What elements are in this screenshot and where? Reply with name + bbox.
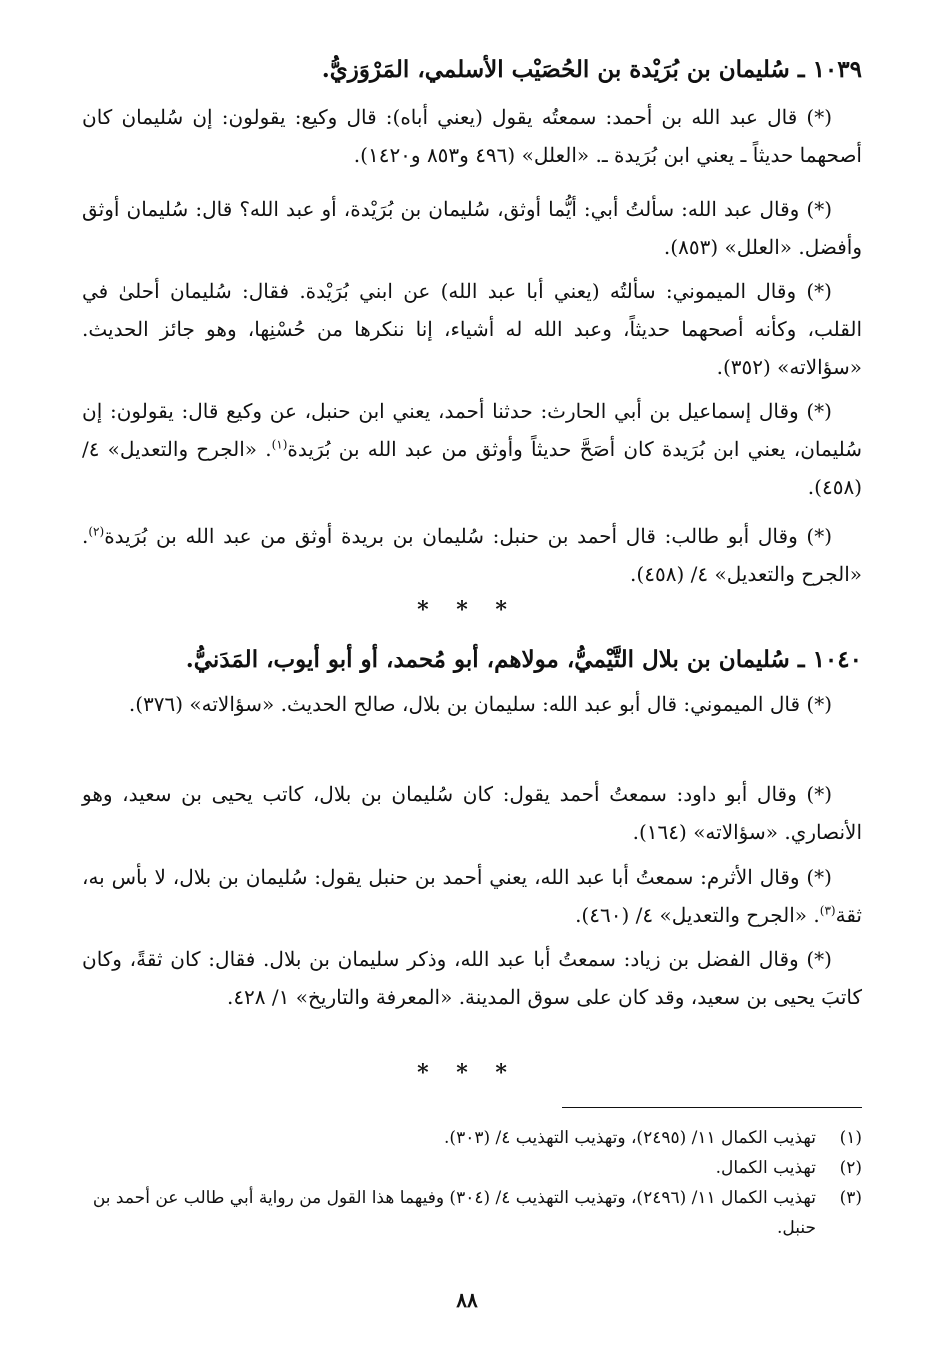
entry-1040-paragraph-3 (82, 858, 862, 934)
footnote-number: (١) (839, 1128, 862, 1148)
entry-1040-paragraph-4: (*) وقال الفضل بن زياد: سمعتُ أبا عبد الله، وذكر سليمان بن بلال. فقال: كان ثقةً، وكان كاتبَ يحيى بن سعيد، وقد كان على سوق المدينة. «المعرفة والتاريخ» ١/ ٤٢٨. (82, 947, 862, 1009)
footnote-3 (72, 1183, 862, 1243)
paragraph-text: (*) وقال الأثرم: سمعتُ أبا عبد الله، يعني أحمد بن حنبل يقول: سُليمان بن بلال، لا بأس به، ثقة (82, 865, 862, 927)
footnote-1 (72, 1123, 862, 1153)
entry-title-1040: ١٠٤٠ ـ سُليمان بن بلال التَّيْميُّ، مولاهم، أبو مُحمد، أو أبو أيوب، المَدَنيُّ. (185, 646, 862, 673)
paragraph-citation: . «الجرح والتعديل» ٤/ (٤٥٨). (82, 437, 862, 499)
page-number: ٨٨ (456, 1288, 478, 1312)
paragraph-citation: . «الجرح والتعديل» ٤/ (٤٦٠). (575, 903, 820, 927)
footnote-mark-1: (١) (271, 437, 288, 452)
entry-1039-paragraph-2: (*) وقال عبد الله: سألتُ أبي: أيُّما أوثق، سُليمان بن بُرَيْدة، أو عبد الله؟ قال: سُليمان أوثق وأفضل. «العلل» (٨٥٣). (82, 197, 862, 259)
footnote-number: (٢) (839, 1158, 862, 1178)
paragraph-text: (*) وقال أبو طالب: قال أحمد بن حنبل: سُليمان بن بريدة أوثق من عبد الله بن بُرَيدة (104, 524, 832, 548)
entry-1040-paragraph-1: (*) قال الميموني: قال أبو عبد الله: سليمان بن بلال، صالح الحديث. «سؤالاته» (٣٧٦). (128, 692, 832, 716)
footnote-text: تهذيب الكمال ١١/ (٢٤٩٦)، وتهذيب التهذيب ٤/ (٣٠٤) وفيهما هذا القول من رواية أبي طالب عن أحمد بن حنبل. (92, 1188, 816, 1238)
footnote-mark-2: (٢) (88, 524, 105, 539)
entry-1040-paragraph-2: (*) وقال أبو داود: سمعتُ أحمد يقول: كان سُليمان بن بلال، كاتب يحيى بن سعيد، وهو الأنصاري. «سؤالاته» (١٦٤). (82, 782, 862, 844)
footnote-2 (72, 1153, 862, 1183)
entry-1039-paragraph-1: (*) قال عبد الله بن أحمد: سمعتُه يقول (يعني أباه): قال وكيع: يقولون: إن سُليمان كان أصحهما حديثاً ـ يعني ابن بُرَيدة ـ. «العلل» (٤٩٦ و٨٥٣ و١٤٢٠). (82, 105, 862, 167)
paragraph-citation: . «الجرح والتعديل» ٤/ (٤٥٨). (82, 524, 862, 586)
entry-1039-paragraph-4 (82, 392, 862, 506)
footnote-number: (٣) (839, 1188, 862, 1208)
entry-1039-paragraph-5 (82, 517, 862, 593)
book-page (72, 40, 862, 1340)
section-separator: * * * (417, 597, 517, 623)
section-separator: * * * (417, 1060, 517, 1086)
footnote-mark-3: (٣) (819, 903, 836, 918)
footnote-divider (562, 1107, 862, 1108)
paragraph-text: (*) وقال إسماعيل بن أبي الحارث: حدثنا أحمد، يعني ابن حنبل، عن وكيع قال: يقولون: إن سُليمان، يعني ابن بُرَيدة كان أصَحَّ حديثاً وأوثق من عبد الله بن بُرَيدة (82, 399, 862, 461)
footnote-text: تهذيب الكمال. (715, 1158, 816, 1178)
entry-1039-paragraph-3: (*) وقال الميموني: سألتُه (يعني أبا عبد الله) عن ابني بُرَيْدة. فقال: سُليمان أحلىٰ في القلب، وكأنه أصحهما حديثاً، وعبد الله له أشياء، إنا ننكرها من حُسْنِها، وهو جائز الحديث. «سؤالاته» (٣٥٢). (82, 279, 862, 379)
entry-title-1039: ١٠٣٩ ـ سُليمان بن بُرَيْدة بن الحُصَيْب الأسلمي، المَرْوَزيُّ. (321, 56, 862, 83)
footnote-text: تهذيب الكمال ١١/ (٢٤٩٥)، وتهذيب التهذيب ٤/ (٣٠٣). (444, 1128, 816, 1148)
